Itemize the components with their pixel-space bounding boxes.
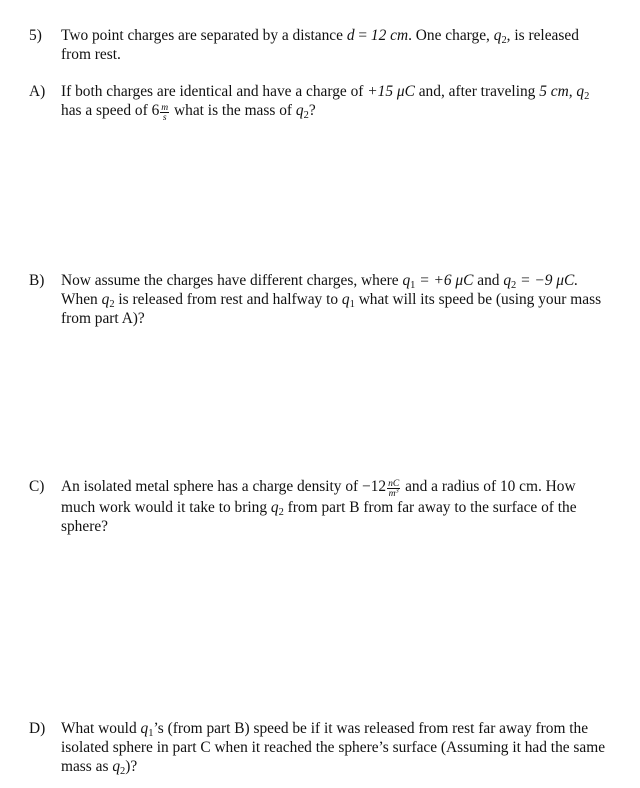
- part-d-label: D): [29, 720, 46, 737]
- part-c-line-1: An isolated metal sphere has a charge density of −12 $\frac{nC}{m^3}$ and a radius of 10 cm. How: [61, 477, 576, 500]
- problem-text: [61, 27, 629, 65]
- part-a-line-2: has a speed of 6 $\frac{m}{s}$ what is the mass of $q_2$?: [61, 101, 316, 124]
- part-a-text: [61, 83, 629, 123]
- part-c-text: [61, 478, 629, 536]
- part-b-text: [61, 272, 629, 328]
- part-d-line-2: isolated sphere in part C when it reached the sphere’s surface (Assuming it had the same: [61, 738, 606, 756]
- part-a-line-1: If both charges are identical and have a charge of +15 μC and, after traveling 5 cm, $q_2$: [61, 83, 590, 103]
- part-a-label: A): [29, 83, 46, 100]
- part-b-label: B): [29, 272, 45, 289]
- part-d-line-3: mass as $q_2$)?: [61, 757, 138, 777]
- problem-line-2: from rest.: [61, 45, 121, 63]
- part-c-line-3: sphere?: [61, 517, 108, 535]
- part-c-line-2: much work would it take to bring $q_2$ from part B from far away to the surface of the: [61, 498, 577, 518]
- density-unit-fraction: $\frac{nC}{m^3}$: [388, 477, 400, 500]
- part-b-line-1: Now assume the charges have different charges, where $q_1 = +6$ μC and $q_2 = -9$ μC.: [61, 272, 579, 292]
- part-d-line-1: What would $q_1’s$ (from part B) speed be if it was released from rest far away from the: [61, 720, 589, 740]
- part-d-text: [61, 720, 629, 776]
- part-b-line-2: When $q_2$ is released from rest and halfway to $q_1$ what will its speed be (using your mass: [61, 290, 602, 310]
- problem-number: 5): [29, 27, 42, 44]
- problem-line-1: Two point charges are separated by a distance d = 12 cm. One charge, $q_2$, is released: [61, 27, 579, 47]
- speed-unit-fraction: $\frac{m}{s}$: [161, 101, 169, 124]
- part-c-label: C): [29, 478, 45, 495]
- part-b-line-3: from part A)?: [61, 309, 145, 327]
